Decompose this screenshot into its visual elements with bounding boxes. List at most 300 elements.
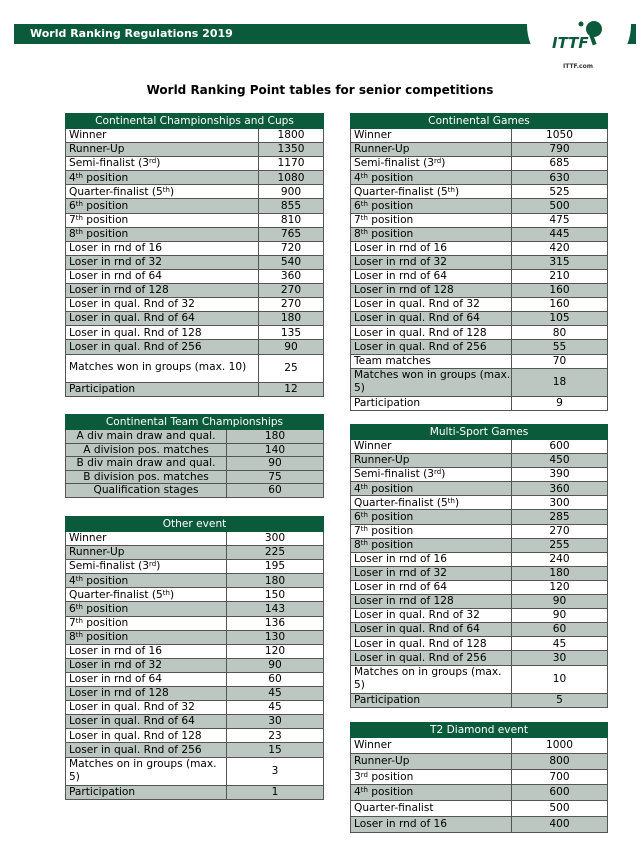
row-label-text: 7 <box>354 213 361 226</box>
row-points: 120 <box>227 644 324 658</box>
ordinal-suffix: th <box>360 213 368 222</box>
table-row <box>351 482 608 496</box>
row-label <box>351 665 512 693</box>
table-row <box>66 284 324 298</box>
table-row <box>351 693 608 707</box>
row-label-text: Participation <box>69 382 136 395</box>
row-label-suffix: ) <box>156 560 161 573</box>
row-label-suffix: position <box>82 213 129 226</box>
row-points: 270 <box>512 524 608 538</box>
ordinal-suffix: rd <box>434 157 442 166</box>
ordinal-suffix: th <box>447 185 455 194</box>
row-points: 300 <box>512 496 608 510</box>
row-points: 195 <box>227 560 324 574</box>
row-label-text: Quarter-finalist (5 <box>354 185 448 198</box>
row-label <box>66 630 227 644</box>
table-row <box>66 227 324 241</box>
row-points: 23 <box>227 729 324 743</box>
row-points: 700 <box>512 769 608 785</box>
table-row <box>66 532 324 546</box>
ordinal-suffix: th <box>360 524 368 533</box>
row-label <box>66 457 227 471</box>
table-row <box>66 430 324 444</box>
table-title: Continental Championships and Cups <box>66 114 324 129</box>
table-row <box>66 743 324 757</box>
row-label-text: Winner <box>69 532 107 545</box>
row-points: 225 <box>227 546 324 560</box>
row-label-text: Participation <box>69 785 136 798</box>
row-points: 315 <box>512 255 608 269</box>
row-label <box>66 757 227 785</box>
row-points: 685 <box>512 157 608 171</box>
row-label <box>351 753 512 769</box>
row-points: 60 <box>512 623 608 637</box>
row-label-suffix: position <box>367 213 414 226</box>
row-points: 210 <box>512 269 608 283</box>
table-row <box>66 672 324 686</box>
table-row <box>351 651 608 665</box>
row-label <box>66 171 259 185</box>
row-label-text: Matches won in groups (max. 5) <box>354 368 511 395</box>
row-label-text: Loser in qual. Rnd of 256 <box>69 340 202 353</box>
row-label-text: 8 <box>354 227 361 240</box>
row-label <box>351 510 512 524</box>
row-label-text: 8 <box>69 630 76 643</box>
row-label <box>351 623 512 637</box>
row-label-text: Loser in qual. Rnd of 256 <box>69 743 202 756</box>
row-label-text: Participation <box>354 693 421 706</box>
row-points: 130 <box>227 630 324 644</box>
row-label <box>66 470 227 484</box>
table-row <box>351 157 608 171</box>
row-label-text: 4 <box>354 482 361 495</box>
table-row <box>66 326 324 340</box>
row-label-text: Matches on in groups (max. 5) <box>69 757 217 784</box>
row-points: 525 <box>512 185 608 199</box>
table-row <box>351 171 608 185</box>
table-row <box>66 602 324 616</box>
row-label <box>351 326 512 340</box>
row-label-suffix: position <box>82 574 129 587</box>
row-label <box>351 693 512 707</box>
row-label <box>66 546 227 560</box>
row-label-text: Semi-finalist (3 <box>354 157 435 170</box>
table-row <box>66 560 324 574</box>
row-label <box>351 227 512 241</box>
table-row <box>351 785 608 801</box>
row-points: 500 <box>512 801 608 817</box>
row-label <box>66 213 259 227</box>
ordinal-suffix: th <box>360 227 368 236</box>
row-label-text: 4 <box>69 574 76 587</box>
row-label <box>351 269 512 283</box>
ordinal-suffix: rd <box>360 770 368 779</box>
row-label-text: Matches on in groups (max. 5) <box>354 665 502 692</box>
ordinal-suffix: th <box>360 482 368 491</box>
row-points: 25 <box>259 354 324 382</box>
row-label-text: Semi-finalist (3 <box>69 157 150 170</box>
row-label <box>66 430 227 444</box>
row-label-text: Loser in rnd of 64 <box>69 673 163 686</box>
row-label <box>351 637 512 651</box>
row-points: 90 <box>259 340 324 354</box>
row-label-text: Team matches <box>354 354 431 367</box>
row-points: 1350 <box>259 143 324 157</box>
row-label-text: Loser in rnd of 32 <box>69 659 163 672</box>
row-label-text: 3 <box>354 770 361 783</box>
row-label-text: Loser in rnd of 128 <box>354 595 454 608</box>
row-points: 60 <box>227 484 324 498</box>
table-row <box>66 658 324 672</box>
table-row <box>351 665 608 693</box>
table-row <box>66 443 324 457</box>
row-points: 5 <box>512 693 608 707</box>
table-row <box>66 354 324 382</box>
row-label <box>66 616 227 630</box>
table-row <box>351 255 608 269</box>
row-label-suffix: position <box>82 227 129 240</box>
row-label <box>351 496 512 510</box>
row-label <box>66 298 259 312</box>
row-points: 600 <box>512 440 608 454</box>
table-row <box>66 340 324 354</box>
row-label-suffix: position <box>367 227 414 240</box>
table-row <box>66 143 324 157</box>
table-row <box>351 213 608 227</box>
row-points: 55 <box>512 340 608 354</box>
table-row <box>351 801 608 817</box>
row-points: 140 <box>227 443 324 457</box>
row-label-suffix: position <box>82 602 129 615</box>
row-label-text: Loser in qual. Rnd of 128 <box>69 326 202 339</box>
row-label-text: Loser in rnd of 16 <box>69 242 163 254</box>
table-row <box>66 574 324 588</box>
row-label-text: Runner-Up <box>354 754 410 767</box>
table-row <box>351 298 608 312</box>
row-label-suffix: position <box>82 199 129 212</box>
logo-text: ITTF <box>552 34 589 52</box>
row-label-text: B div main draw and qual. <box>76 457 216 470</box>
row-label-text: Loser in qual. Rnd of 32 <box>69 701 195 714</box>
row-points: 70 <box>512 354 608 368</box>
table-row <box>66 687 324 701</box>
table-row <box>66 715 324 729</box>
row-label <box>351 595 512 609</box>
table-row <box>351 595 608 609</box>
row-label <box>66 269 259 283</box>
row-label-text: Loser in rnd of 128 <box>69 687 169 700</box>
row-points: 475 <box>512 213 608 227</box>
row-label-text: Loser in qual. Rnd of 32 <box>69 298 195 311</box>
table-row <box>66 701 324 715</box>
table-row <box>66 644 324 658</box>
row-label <box>351 454 512 468</box>
row-points: 765 <box>259 227 324 241</box>
row-points: 1 <box>227 785 324 799</box>
row-label-text: Loser in qual. Rnd of 32 <box>354 298 480 311</box>
row-points: 45 <box>512 637 608 651</box>
table-row <box>66 157 324 171</box>
row-label-text: Quarter-finalist (5 <box>69 588 163 601</box>
row-label <box>351 255 512 269</box>
row-label-text: Loser in qual. Rnd of 256 <box>354 651 487 664</box>
row-points: 180 <box>227 430 324 444</box>
row-points: 10 <box>512 665 608 693</box>
row-label-suffix: position <box>82 171 129 184</box>
row-label-text: Loser in rnd of 32 <box>354 567 448 580</box>
row-label <box>351 609 512 623</box>
row-points: 420 <box>512 241 608 255</box>
row-points: 15 <box>227 743 324 757</box>
ordinal-suffix: th <box>360 786 368 795</box>
ordinal-suffix: th <box>75 602 83 611</box>
row-label <box>351 816 512 832</box>
row-label-text: Loser in qual. Rnd of 64 <box>354 312 480 325</box>
row-label <box>351 312 512 326</box>
table-row <box>351 738 608 754</box>
row-label-text: 7 <box>69 213 76 226</box>
row-label <box>351 143 512 157</box>
row-label <box>66 129 259 143</box>
row-label <box>351 468 512 482</box>
row-label <box>66 729 227 743</box>
table-row <box>66 129 324 143</box>
row-label-suffix: position <box>367 524 414 537</box>
row-label <box>66 602 227 616</box>
row-label <box>351 340 512 354</box>
row-label-text: Loser in qual. Rnd of 64 <box>69 312 195 325</box>
row-points: 60 <box>227 672 324 686</box>
row-points: 500 <box>512 199 608 213</box>
table-row <box>351 368 608 396</box>
row-label <box>66 560 227 574</box>
table-row <box>66 785 324 799</box>
table-row <box>66 757 324 785</box>
row-label-text: Runner-Up <box>354 454 410 467</box>
row-label <box>351 552 512 566</box>
row-label-text: 4 <box>354 171 361 184</box>
row-label-text: 6 <box>69 602 76 615</box>
row-label-text: Runner-Up <box>69 546 125 559</box>
row-points: 270 <box>259 284 324 298</box>
row-label-text: 8 <box>69 227 76 240</box>
ordinal-suffix: th <box>162 588 170 597</box>
table-row <box>66 729 324 743</box>
row-label <box>66 588 227 602</box>
row-label-text: Loser in qual. Rnd of 64 <box>69 715 195 728</box>
row-points: 75 <box>227 470 324 484</box>
row-label-text: Semi-finalist (3 <box>354 468 435 481</box>
table-row <box>351 538 608 552</box>
row-points: 400 <box>512 816 608 832</box>
row-label-text: Qualification stages <box>93 484 199 497</box>
table-row <box>351 241 608 255</box>
row-label-text: Loser in qual. Rnd of 256 <box>354 340 487 353</box>
table-row <box>351 566 608 580</box>
row-points: 600 <box>512 785 608 801</box>
row-label <box>66 199 259 213</box>
table-row <box>351 312 608 326</box>
row-label <box>351 738 512 754</box>
row-points: 105 <box>512 312 608 326</box>
ordinal-suffix: th <box>75 199 83 208</box>
table-row <box>351 510 608 524</box>
row-label <box>351 785 512 801</box>
table-row <box>351 552 608 566</box>
row-label <box>351 241 512 255</box>
row-label-suffix: position <box>367 770 414 783</box>
table-row <box>66 312 324 326</box>
row-label <box>66 326 259 340</box>
row-label-suffix: ) <box>454 185 460 198</box>
row-label <box>66 532 227 546</box>
row-label <box>66 715 227 729</box>
row-points: 180 <box>259 312 324 326</box>
row-label-suffix: position <box>367 510 414 523</box>
row-label <box>66 284 259 298</box>
row-label <box>66 785 227 799</box>
table-title: Continental Games <box>351 114 608 129</box>
row-points: 30 <box>227 715 324 729</box>
row-points: 790 <box>512 143 608 157</box>
table-row <box>66 616 324 630</box>
row-label-suffix: position <box>367 786 414 799</box>
row-points: 90 <box>512 609 608 623</box>
table-multi-sport-games <box>350 424 608 708</box>
table-continental-games <box>350 113 608 411</box>
row-points: 160 <box>512 284 608 298</box>
row-label <box>351 538 512 552</box>
row-label-suffix: ) <box>441 468 446 481</box>
table-row <box>66 199 324 213</box>
row-label-text: B division pos. matches <box>83 470 209 483</box>
row-label <box>351 440 512 454</box>
row-label <box>351 396 512 410</box>
row-points: 180 <box>227 574 324 588</box>
row-label-text: Loser in rnd of 16 <box>354 553 448 565</box>
row-label <box>66 687 227 701</box>
row-label-text: Loser in rnd of 32 <box>69 256 163 269</box>
row-points: 1800 <box>259 129 324 143</box>
row-label-text: Loser in qual. Rnd of 128 <box>69 729 202 742</box>
row-label <box>351 651 512 665</box>
row-points: 300 <box>227 532 324 546</box>
row-label-text: 6 <box>354 510 361 523</box>
row-points: 240 <box>512 552 608 566</box>
row-points: 1000 <box>512 738 608 754</box>
row-points: 90 <box>227 658 324 672</box>
row-label <box>351 580 512 594</box>
table-row <box>351 580 608 594</box>
row-label-suffix: position <box>82 630 129 643</box>
table-row <box>351 753 608 769</box>
table-row <box>66 546 324 560</box>
ordinal-suffix: th <box>360 510 368 519</box>
row-label <box>66 382 259 396</box>
row-label-text: Quarter-finalist (5 <box>69 185 163 198</box>
table-row <box>66 185 324 199</box>
row-label-suffix: ) <box>441 157 446 170</box>
table-row <box>351 326 608 340</box>
row-points: 30 <box>512 651 608 665</box>
row-points: 136 <box>227 616 324 630</box>
row-label-text: Runner-Up <box>354 143 410 156</box>
table-row <box>66 382 324 396</box>
row-label <box>66 241 259 255</box>
row-label-text: 6 <box>69 199 76 212</box>
row-label-suffix: position <box>367 171 414 184</box>
table-row <box>351 129 608 143</box>
logo-url: ITTF.com <box>563 63 593 70</box>
ittf-logo-icon <box>548 18 608 60</box>
table-row <box>351 340 608 354</box>
row-label-text: Loser in rnd of 16 <box>69 645 163 657</box>
ordinal-suffix: th <box>447 496 455 505</box>
document-title: World Ranking Point tables for senior competitions <box>146 83 494 97</box>
table-row <box>66 470 324 484</box>
row-points: 445 <box>512 227 608 241</box>
row-label-text: Winner <box>354 129 392 142</box>
table-row <box>351 468 608 482</box>
row-points: 285 <box>512 510 608 524</box>
row-label <box>351 566 512 580</box>
ordinal-suffix: th <box>75 574 83 583</box>
row-label-text: Loser in rnd of 64 <box>69 270 163 283</box>
row-points: 390 <box>512 468 608 482</box>
ordinal-suffix: th <box>75 213 83 222</box>
row-points: 270 <box>259 298 324 312</box>
header-title: World Ranking Regulations 2019 <box>30 27 233 40</box>
row-points: 9 <box>512 396 608 410</box>
row-label <box>351 524 512 538</box>
table-row <box>351 496 608 510</box>
row-label-text: 8 <box>354 538 361 551</box>
row-label <box>66 743 227 757</box>
row-label-text: 4 <box>354 786 361 799</box>
row-points: 150 <box>227 588 324 602</box>
table-row <box>66 213 324 227</box>
table-title: Continental Team Championships <box>66 415 324 430</box>
table-row <box>351 769 608 785</box>
row-points: 255 <box>512 538 608 552</box>
row-points: 360 <box>259 269 324 283</box>
table-title: Multi-Sport Games <box>351 425 608 440</box>
table-row <box>351 143 608 157</box>
table-row <box>66 269 324 283</box>
row-points: 1080 <box>259 171 324 185</box>
ordinal-suffix: th <box>360 199 368 208</box>
row-label <box>351 213 512 227</box>
row-label <box>351 801 512 817</box>
row-points: 450 <box>512 454 608 468</box>
row-points: 180 <box>512 566 608 580</box>
table-other-event <box>65 516 324 800</box>
row-label <box>66 227 259 241</box>
row-points: 45 <box>227 687 324 701</box>
table-row <box>66 630 324 644</box>
ordinal-suffix: th <box>162 185 170 194</box>
row-label-text: Loser in rnd of 128 <box>354 284 454 297</box>
row-points: 810 <box>259 213 324 227</box>
table-row <box>351 454 608 468</box>
row-label <box>351 157 512 171</box>
row-label-text: Semi-finalist (3 <box>69 560 150 573</box>
row-points: 900 <box>259 185 324 199</box>
row-label <box>66 255 259 269</box>
row-points: 855 <box>259 199 324 213</box>
ordinal-suffix: rd <box>434 468 442 477</box>
row-label-text: Quarter-finalist (5 <box>354 496 448 509</box>
